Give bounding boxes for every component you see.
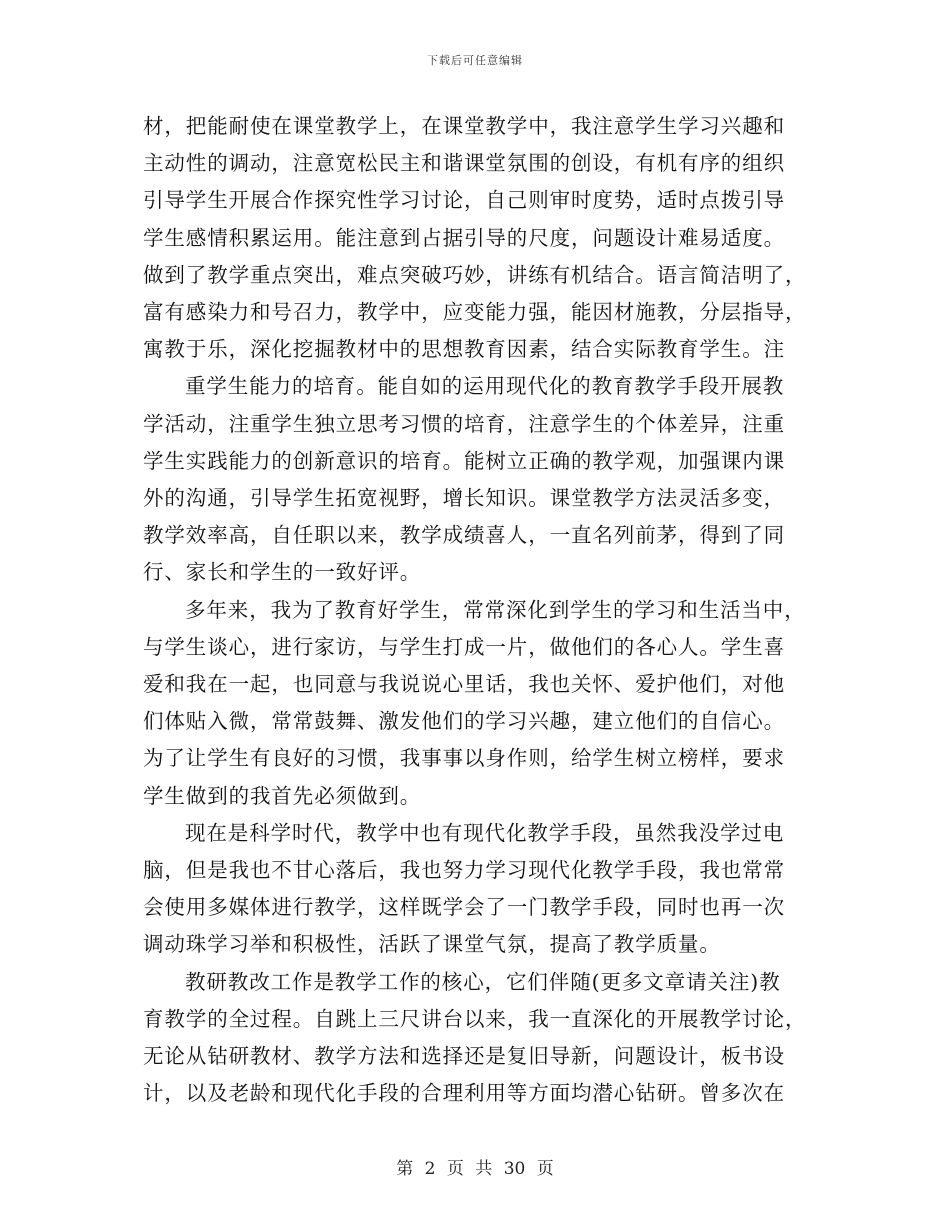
- text-line: 现在是科学时代，教学中也有现代化教学手段，虽然我没学过电: [185, 820, 785, 845]
- text-line: 富有感染力和号召力，教学中，应变能力强，能因材施教，分层指导，: [143, 300, 807, 325]
- text-line: 引导学生开展合作探究性学习讨论，自己则审时度势，适时点拨引导: [143, 188, 785, 213]
- text-line: 们体贴入微，常常鼓舞、激发他们的学习兴趣，建立他们的自信心。: [143, 709, 785, 734]
- text-line: 学生实践能力的创新意识的培育。能树立正确的教学观，加强课内课: [143, 448, 785, 473]
- page-footer: 第 2 页 共 30 页: [396, 1159, 554, 1179]
- text-line: 寓教于乐，深化挖掘教材中的思想教育因素，结合实际教育学生。注: [143, 337, 785, 362]
- text-line: 学生做到的我首先必须做到。: [143, 783, 422, 808]
- text-line: 主动性的调动，注意宽松民主和谐课堂氛围的创设，有机有序的组织: [143, 151, 785, 176]
- text-line: 调动珠学习举和积极性，活跃了课堂气氛，提高了教学质量。: [143, 932, 721, 957]
- text-line: 教研教改工作是教学工作的核心，它们伴随(更多文章请关注)教: [185, 969, 781, 994]
- text-line: 学活动，注重学生独立思考习惯的培育，注意学生的个体差异，注重: [143, 411, 785, 436]
- paragraph: [143, 368, 803, 591]
- text-line: 教学效率高，自任职以来，教学成绩喜人，一直名列前茅，得到了同: [143, 523, 785, 548]
- text-line: 重学生能力的培育。能自如的运用现代化的教育教学手段开展教: [185, 374, 785, 399]
- text-line: 外的沟通，引导学生拓宽视野，增长知识。课堂教学方法灵活多变，: [143, 486, 785, 511]
- paragraph: [143, 108, 807, 368]
- paragraph: [143, 964, 807, 1113]
- paragraph: [143, 815, 803, 964]
- text-line: 会使用多媒体进行教学，这样既学会了一门教学手段，同时也再一次: [143, 895, 785, 920]
- text-line: 为了让学生有良好的习惯，我事事以身作则，给学生树立榜样，要求: [143, 746, 785, 771]
- text-line: 脑，但是我也不甘心落后，我也努力学习现代化教学手段，我也常常: [143, 858, 785, 883]
- text-line: 行、家长和学生的一致好评。: [143, 560, 422, 585]
- text-line: 无论从钻研教材、教学方法和选择还是复旧导新，问题设计，板书设: [143, 1044, 785, 1069]
- text-line: 爱和我在一起，也同意与我说说心里话，我也关怀、爱护他们，对他: [143, 672, 785, 697]
- document-body: [143, 108, 807, 1112]
- text-line: 材，把能耐使在课堂教学上，在课堂教学中，我注意学生学习兴趣和: [143, 114, 785, 138]
- text-line: 与学生谈心，进行家访，与学生打成一片，做他们的各心人。学生喜: [143, 634, 785, 659]
- text-line: 学生感情积累运用。能注意到占据引导的尺度，问题设计难易适度。: [143, 225, 785, 250]
- paragraph: [143, 592, 806, 815]
- text-line: 育教学的全过程。自跳上三尺讲台以来，我一直深化的开展教学讨论，: [143, 1006, 807, 1031]
- text-line: 计，以及老龄和现代化手段的合理利用等方面均潜心钻研。曾多次在: [143, 1081, 785, 1106]
- text-line: 多年来，我为了教育好学生，常常深化到学生的学习和生活当中，: [185, 597, 806, 622]
- text-line: 做到了教学重点突出，难点突破巧妙，讲练有机结合。语言简洁明了，: [143, 262, 807, 287]
- page-header: 下载后可任意编辑: [427, 54, 523, 67]
